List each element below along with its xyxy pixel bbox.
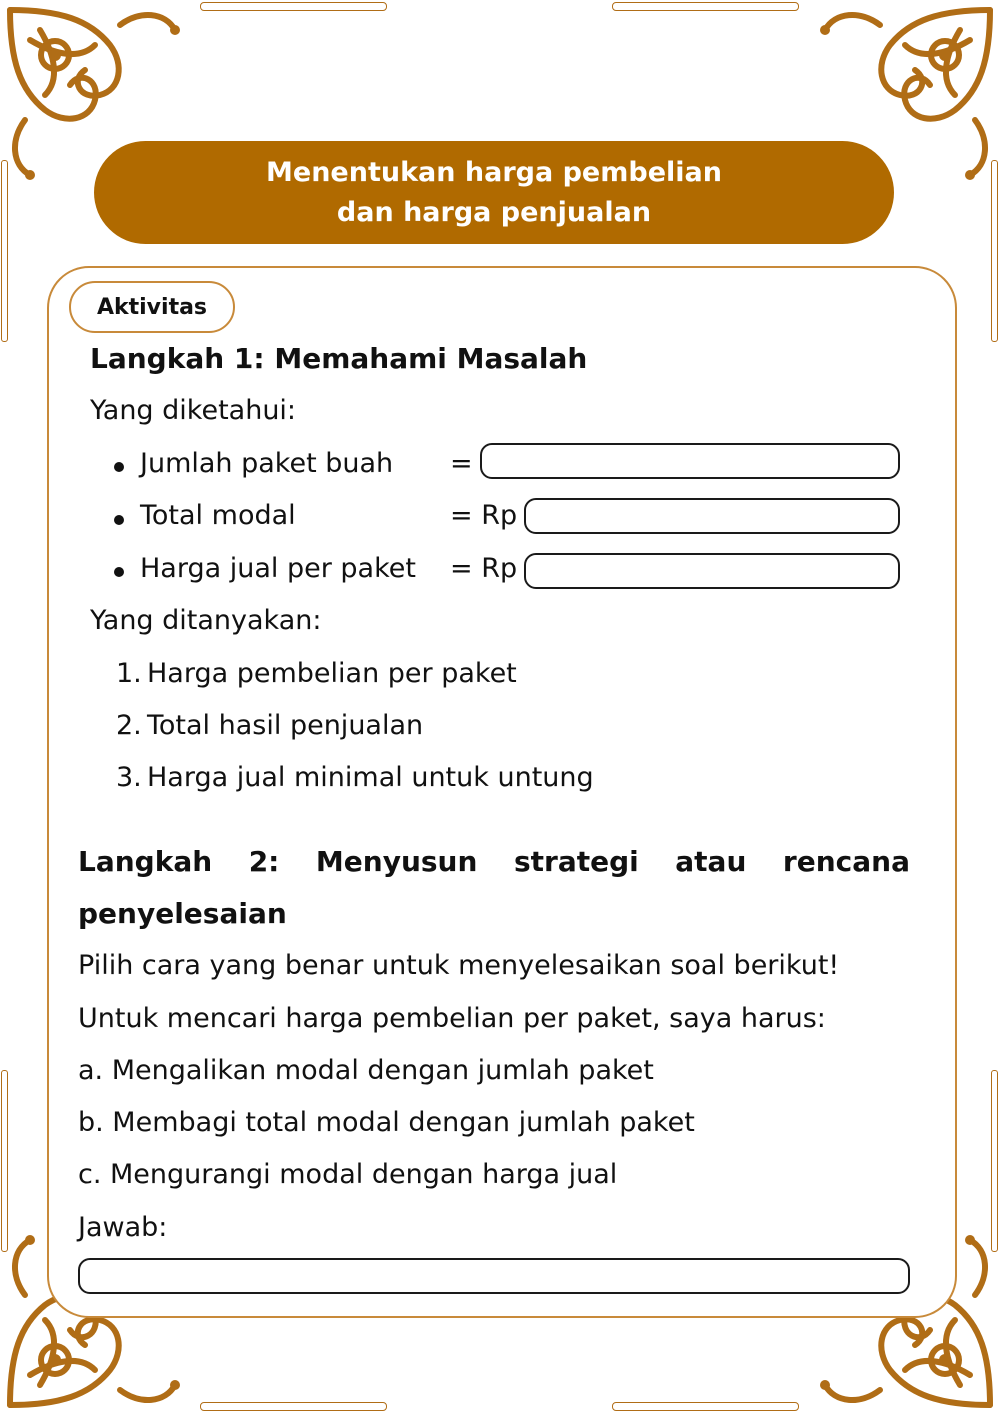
harga-jual-input[interactable] — [524, 553, 900, 589]
activity-badge: Aktivitas — [69, 281, 235, 333]
step2-instruction: Pilih cara yang benar untuk menyelesaikan soal berikut! — [78, 950, 840, 981]
option-b[interactable]: b. Membagi total modal dengan jumlah paket — [78, 1107, 695, 1138]
asked-item-text: Harga pembelian per paket — [147, 658, 517, 689]
asked-item-num: 2. — [116, 710, 142, 741]
step2-heading — [78, 845, 910, 878]
asked-item-text: Total hasil penjualan — [147, 710, 424, 741]
known-item-label: Jumlah paket buah — [140, 448, 394, 479]
asked-item-num: 3. — [116, 762, 142, 793]
page-title-line1: Menentukan harga pembelian — [266, 156, 722, 188]
answer-input[interactable] — [78, 1258, 910, 1294]
top-border-line-right — [612, 2, 799, 11]
known-item-eq: = Rp — [450, 553, 518, 584]
jumlah-paket-input[interactable] — [480, 443, 900, 479]
left-border-line — [1, 160, 8, 342]
top-border-line-left — [200, 2, 387, 11]
step2-question: Untuk mencari harga pembelian per paket, saya harus: — [78, 1003, 826, 1034]
known-item-eq: = — [450, 448, 473, 479]
step2-heading-word: Langkah — [78, 845, 213, 878]
answer-label: Jawab: — [78, 1212, 168, 1243]
known-label: Yang diketahui: — [90, 395, 297, 426]
right-border-line — [991, 160, 998, 342]
step2-heading-word: rencana — [782, 845, 910, 878]
step2-heading-word: Menyusun — [315, 845, 478, 878]
step1-heading: Langkah 1: Memahami Masalah — [90, 342, 588, 375]
asked-item-text: Harga jual minimal untuk untung — [147, 762, 594, 793]
step2-heading-word: strategi — [513, 845, 639, 878]
page-title-line2: dan harga penjualan — [336, 196, 652, 228]
bottom-border-line-right — [612, 1402, 799, 1411]
asked-item-num: 1. — [116, 658, 142, 689]
option-a[interactable]: a. Mengalikan modal dengan jumlah paket — [78, 1055, 654, 1086]
bullet-icon — [114, 567, 124, 577]
known-item-label: Harga jual per paket — [140, 553, 416, 584]
total-modal-input[interactable] — [524, 498, 900, 534]
bullet-icon — [114, 462, 124, 472]
known-item-eq: = Rp — [450, 500, 518, 531]
step2-heading-word: atau — [675, 845, 747, 878]
step2-heading-word: 2: — [248, 845, 280, 878]
bottom-border-line-left — [200, 1402, 387, 1411]
known-item-label: Total modal — [140, 500, 296, 531]
step2-heading-line2: penyelesaian — [78, 897, 287, 930]
asked-label: Yang ditanyakan: — [90, 605, 322, 636]
option-c[interactable]: c. Mengurangi modal dengan harga jual — [78, 1159, 618, 1190]
left-border-line-bottom — [1, 1070, 8, 1252]
page-title-banner — [94, 141, 894, 244]
right-border-line-bottom — [991, 1070, 998, 1252]
bullet-icon — [114, 515, 124, 525]
